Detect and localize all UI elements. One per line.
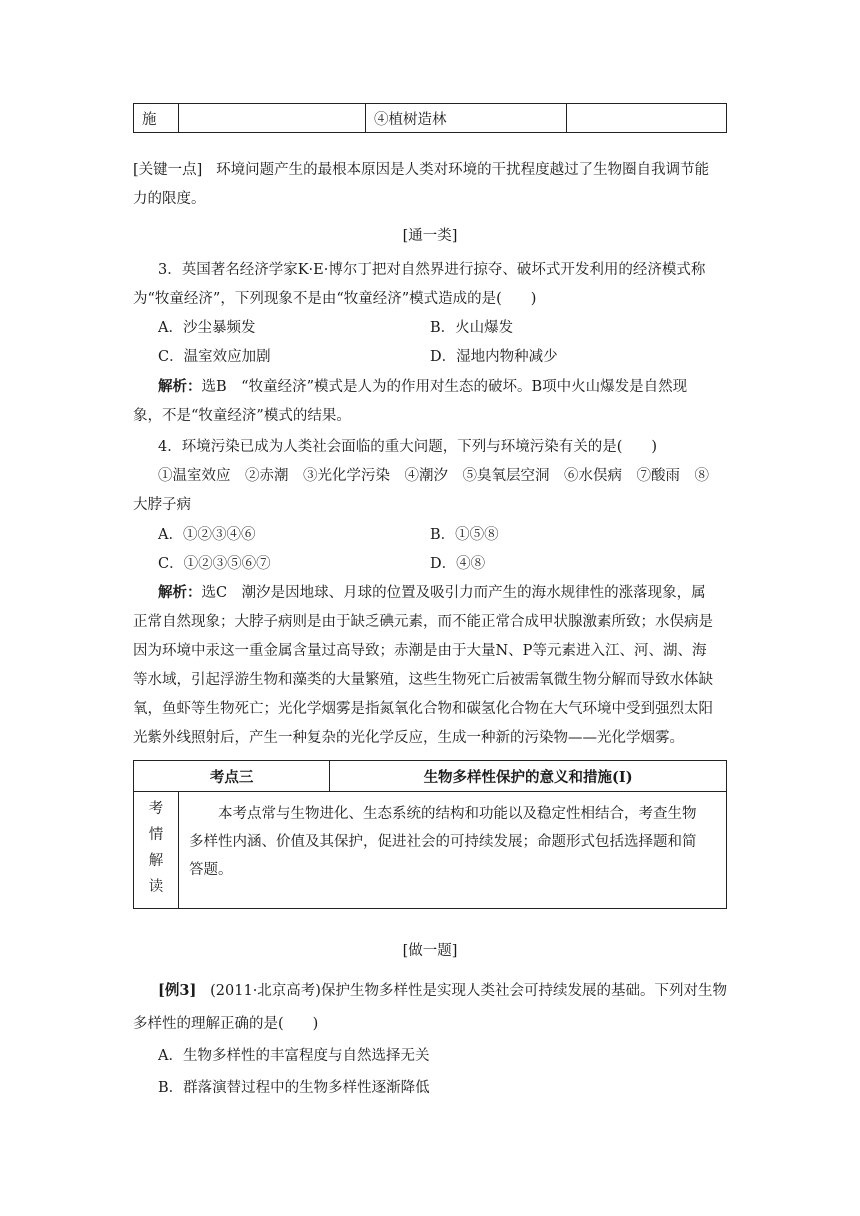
kaodian-label: 考点三	[134, 761, 330, 792]
q3-option-c: C．温室效应加剧	[158, 349, 271, 365]
q4-stem-line-1: 4．环境污染已成为人类社会面临的重大问题，下列与环境污染有关的是( )	[158, 439, 658, 455]
example3-line-2: 多样性的理解正确的是( )	[133, 1016, 319, 1032]
side-char: 情	[148, 827, 164, 843]
table-cell	[567, 104, 727, 133]
kaodian-side-label	[134, 792, 179, 909]
top-table	[133, 103, 727, 133]
q4-option-b: B．①⑤⑧	[430, 527, 499, 543]
key-point-line-2: 力的限度。	[133, 191, 206, 207]
desc-line: 答题。	[189, 862, 233, 878]
q3-answer-line-1	[158, 377, 687, 397]
q3-answer-line-2: 象，不是“牧童经济”模式的结果。	[133, 408, 351, 424]
q4-answer-line-6: 光紫外线照射后，产生一种复杂的光化学反应，生成一种新的污染物——光化学烟雾。	[133, 730, 684, 746]
table-row	[134, 792, 727, 909]
q3-option-a: A．沙尘暴频发	[158, 320, 256, 336]
example3-line-1	[158, 981, 727, 1001]
q3-option-d: D．湿地内物种减少	[430, 349, 558, 365]
q4-option-d: D．④⑧	[430, 556, 486, 572]
example-text: (2011·北京高考)保护生物多样性是实现人类社会可持续发展的基础。下列对生物	[210, 983, 727, 999]
answer-label: 解析：	[158, 378, 202, 395]
side-char: 考	[148, 801, 164, 817]
q4-items-line-1: ①温室效应 ②赤潮 ③光化学污染 ④潮汐 ⑤臭氧层空洞 ⑥水俣病 ⑦酸雨 ⑧	[158, 468, 709, 484]
side-char: 解	[148, 853, 164, 869]
answer-text: 选C 潮汐是因地球、月球的位置及吸引力而产生的海水规律性的涨落现象，属	[201, 585, 706, 601]
answer-label: 解析：	[158, 584, 202, 601]
q4-answer-line-3: 因为环境中汞这一重金属含量过高导致；赤潮是由于大量N、P等元素进入江、河、湖、海	[133, 643, 707, 659]
example3-option-a: A．生物多样性的丰富程度与自然选择无关	[158, 1048, 430, 1064]
key-point-text: 环境问题产生的最根本原因是人类对环境的干扰程度越过了生物圈自我调节能	[216, 162, 710, 178]
desc-line: 本考点常与生物进化、生态系统的结构和功能以及稳定性相结合，考查生物	[218, 806, 697, 822]
example-label: [例3]	[158, 982, 197, 999]
desc-line: 多样性内涵、价值及其保护，促进社会的可持续发展；命题形式包括选择题和简	[189, 834, 697, 850]
key-point-label: [关键一点]	[133, 162, 203, 178]
kaodian-table	[133, 760, 727, 909]
section-heading-tongyilei: [通一类]	[402, 228, 458, 244]
q4-answer-line-2: 正常自然现象；大脖子病则是由于缺乏碘元素，而不能正常合成甲状腺激素所致；水俣病是	[133, 614, 713, 630]
example3-option-b: B．群落演替过程中的生物多样性逐渐降低	[158, 1080, 430, 1096]
table-cell	[179, 104, 366, 133]
key-point-line-1	[133, 160, 709, 180]
q3-stem-line-2: 为“牧童经济”，下列现象不是由“牧童经济”模式造成的是( )	[133, 291, 537, 307]
q4-answer-line-1	[158, 583, 706, 603]
kaodian-title: 生物多样性保护的意义和措施(Ⅰ)	[330, 761, 727, 792]
section-heading-zuoyiti: [做一题]	[402, 943, 458, 959]
q3-stem-line-1: 3．英国著名经济学家K·E·博尔丁把对自然界进行掠夺、破坏式开发利用的经济模式称	[158, 262, 706, 278]
answer-text: 选B “牧童经济”模式是人为的作用对生态的破坏。B项中火山爆发是自然现	[201, 379, 688, 395]
table-cell: ④植树造林	[366, 104, 567, 133]
kaodian-description	[179, 792, 727, 909]
q3-option-b: B．火山爆发	[430, 320, 514, 336]
table-row	[134, 104, 727, 133]
q4-answer-line-5: 氧，鱼虾等生物死亡；光化学烟雾是指氮氧化合物和碳氢化合物在大气环境中受到强烈太阳	[133, 701, 713, 717]
q4-option-a: A．①②③④⑥	[158, 527, 256, 543]
q4-answer-line-4: 等水域，引起浮游生物和藻类的大量繁殖，这些生物死亡后被需氧微生物分解而导致水体缺	[133, 672, 713, 688]
side-char: 读	[148, 879, 164, 895]
q4-option-c: C．①②③⑤⑥⑦	[158, 556, 271, 572]
table-cell: 施	[134, 104, 179, 133]
q4-items-line-2: 大脖子病	[133, 497, 191, 513]
table-row	[134, 761, 727, 792]
